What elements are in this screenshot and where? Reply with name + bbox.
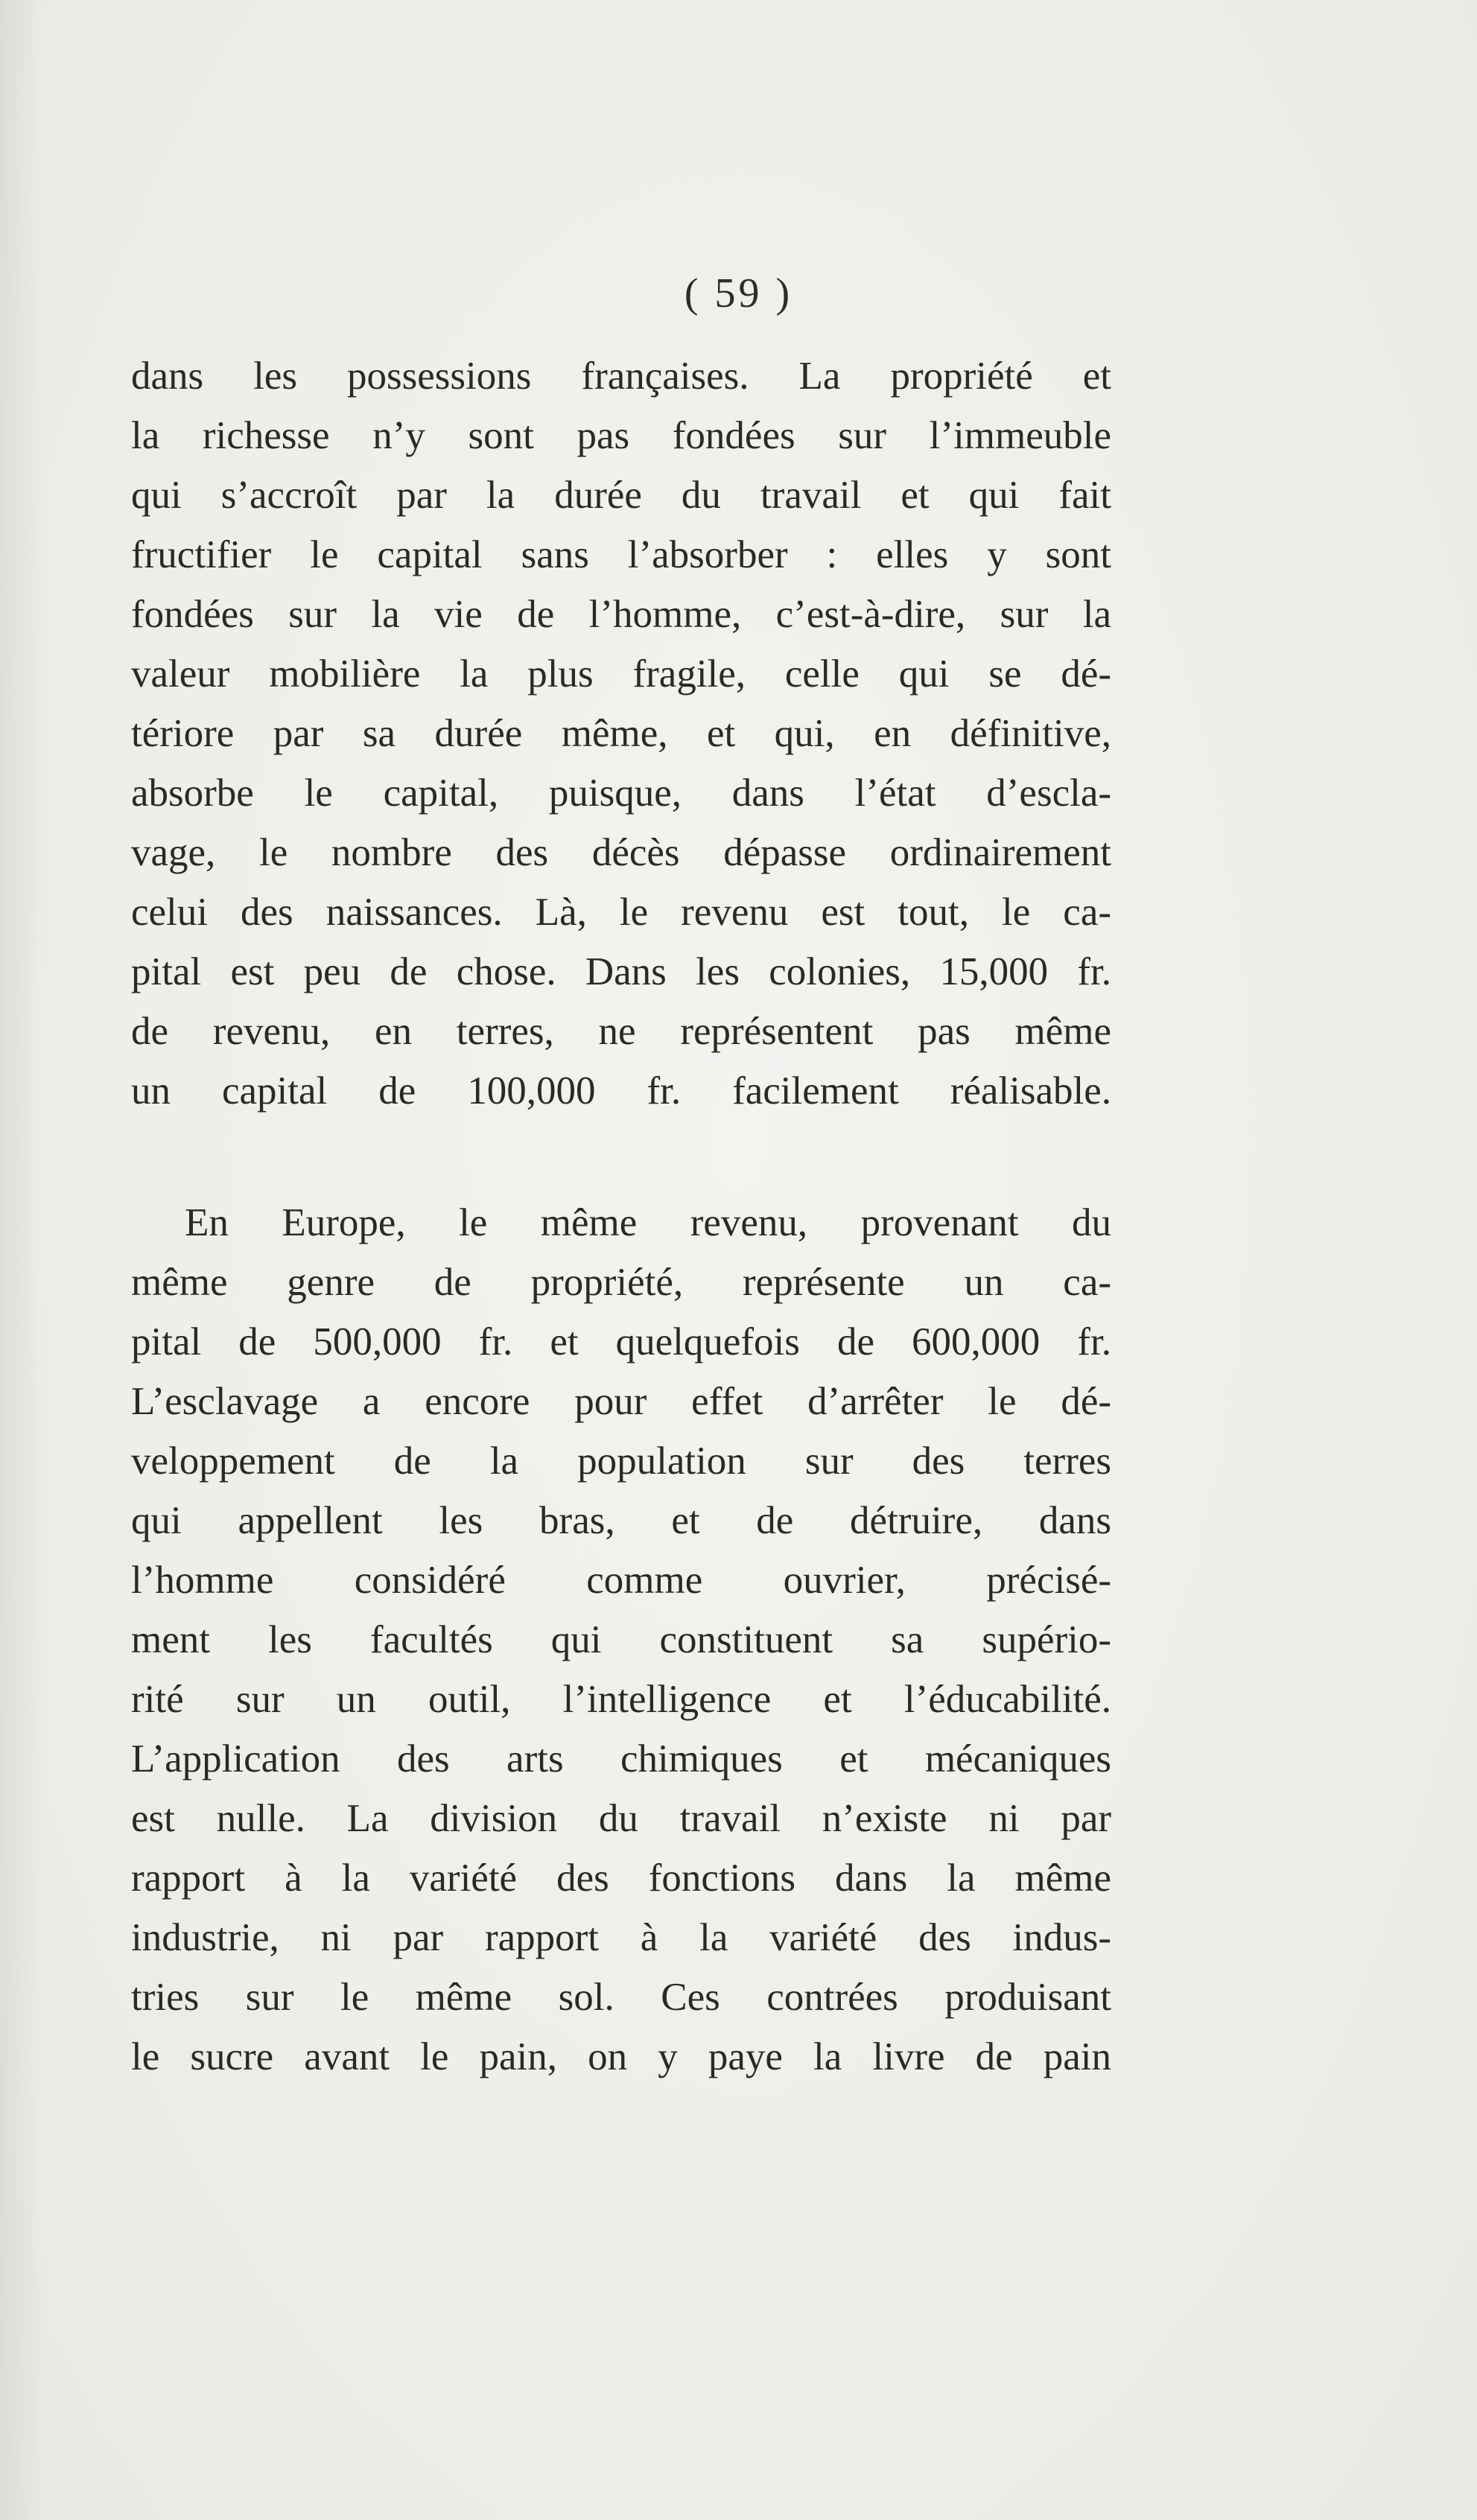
text-line: industrie, ni par rapport à la variété des indus-: [131, 1916, 1111, 1959]
text-line: veloppement de la population sur des terres: [131, 1439, 1111, 1483]
text-line: ment les facultés qui constituent sa supério-: [131, 1618, 1111, 1661]
text-line: fondées sur la vie de l’homme, c’est-à-dire, sur la: [131, 593, 1111, 636]
text-line: valeur mobilière la plus fragile, celle qui se dé-: [131, 652, 1111, 696]
text-line: L’application des arts chimiques et mécaniques: [131, 1737, 1111, 1781]
text-line: tries sur le même sol. Ces contrées produisant: [131, 1976, 1111, 2019]
text-line: fructifier le capital sans l’absorber : elles y sont: [131, 533, 1111, 576]
text-line: L’esclavage a encore pour effet d’arrêter le dé-: [131, 1380, 1111, 1423]
text-line: est nulle. La division du travail n’existe ni par: [131, 1797, 1111, 1840]
text-line: dans les possessions françaises. La propriété et: [131, 354, 1111, 398]
text-line: l’homme considéré comme ouvrier, précisé-: [131, 1559, 1111, 1602]
page-number: ( 59 ): [684, 270, 793, 316]
text-line: celui des naissances. Là, le revenu est tout, le ca-: [131, 891, 1111, 934]
text-line: absorbe le capital, puisque, dans l’état d’escla-: [131, 771, 1111, 815]
text-line: pital est peu de chose. Dans les colonies, 15,000 fr.: [131, 950, 1111, 993]
text-line: la richesse n’y sont pas fondées sur l’immeuble: [131, 414, 1111, 457]
paragraph-2: [131, 1193, 1111, 2087]
paragraph-1: [131, 346, 1111, 1121]
text-line: rapport à la variété des fonctions dans la même: [131, 1856, 1111, 1900]
text-line: de revenu, en terres, ne représentent pas même: [131, 1010, 1111, 1053]
text-line: rité sur un outil, l’intelligence et l’éducabilité.: [131, 1678, 1111, 1721]
text-line: tériore par sa durée même, et qui, en définitive,: [131, 712, 1111, 755]
text-line: même genre de propriété, représente un ca-: [131, 1261, 1111, 1304]
text-line: pital de 500,000 fr. et quelquefois de 600,000 fr.: [131, 1320, 1111, 1364]
text-line: le sucre avant le pain, on y paye la livre de pain: [131, 2035, 1111, 2078]
text-line: un capital de 100,000 fr. facilement réalisable.: [131, 1069, 1111, 1113]
text-line: vage, le nombre des décès dépasse ordinairement: [131, 831, 1111, 874]
text-line: qui appellent les bras, et de détruire, dans: [131, 1499, 1111, 1542]
text-line: qui s’accroît par la durée du travail et qui fait: [131, 474, 1111, 517]
text-line: En Europe, le même revenu, provenant du: [185, 1201, 1111, 1244]
